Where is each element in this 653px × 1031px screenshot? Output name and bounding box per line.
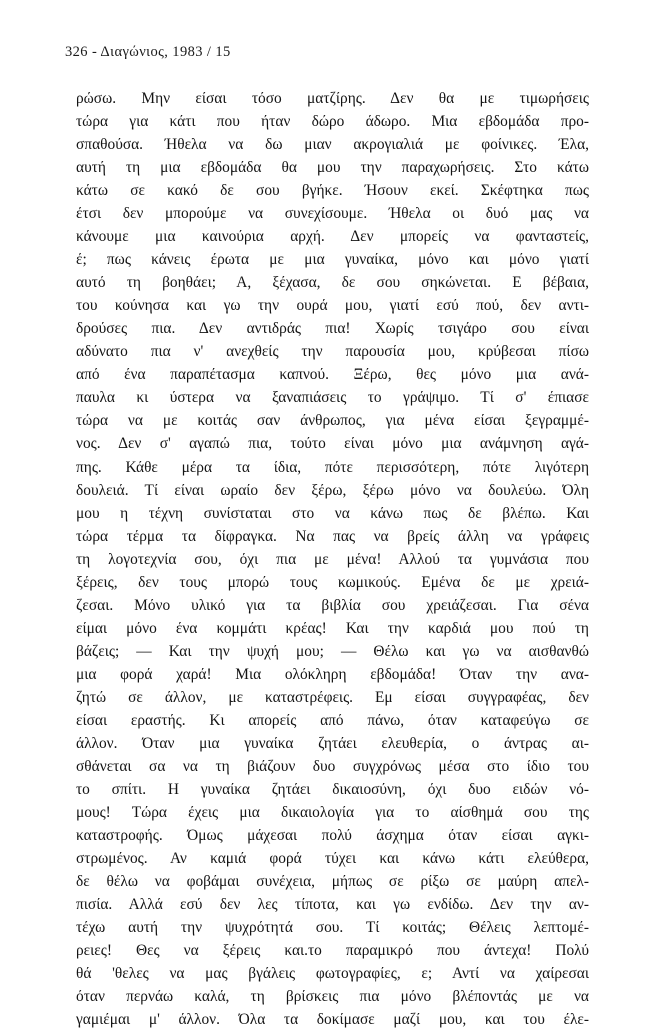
- text-line: δουλειά. Τί είναι ωραίο δεν ξέρω, ξέρω μόνο να δουλεύω. Όλη: [76, 481, 589, 499]
- text-line: είσαι εραστής. Κι απορείς από πάνω, όταν καταφεύγω σε: [76, 711, 589, 729]
- text-line: τώρα να με κοιτάς σαν άνθρωπος, για μένα είσαι ξεγραμμέ-: [76, 412, 589, 430]
- text-line: άλλον. Όταν μια γυναίκα ζητάει ελευθερία, ο άντρας αι-: [76, 734, 589, 752]
- text-line: μια φορά χαρά! Μια ολόκληρη εβδομάδα! Όταν την ανα-: [76, 665, 589, 683]
- text-line: καταστροφής. Όμως μάχεσαι πολύ άσχημα όταν είσαι αγκι-: [76, 827, 589, 844]
- text-line: τέχω αυτή την ψυχρότητά σου. Τί κοιτάς; Θέλεις λεπτομέ-: [76, 919, 589, 937]
- text-line: τώρα για κάτι που ήταν δώρο άδωρο. Μια εβδομάδα προ-: [76, 113, 589, 131]
- text-line: κάνουμε μια καινούρια αρχή. Δεν μπορείς να φανταστείς,: [76, 228, 589, 246]
- text-line: παυλα κι ύστερα να ξαναπιάσεις το γράψιμο. Τί σ' έπιασε: [76, 389, 589, 407]
- text-line: πης. Κάθε μέρα τα ίδια, πότε περισσότερη, πότε λιγότερη: [76, 458, 589, 476]
- text-line: τώρα τέρμα τα δίφραγκα. Να πας να βρείς άλλη να γράφεις: [76, 527, 589, 545]
- text-line: έτσι δεν μπορούμε να συνεχίσουμε. Ήθελα οι δυό μας να: [76, 205, 589, 223]
- text-line: βάζεις; — Και την ψυχή μου; — Θέλω και γω να αισθανθώ: [76, 642, 589, 660]
- text-line: κάτω σε κακό δε σου βγήκε. Ήσουν εκεί. Σκέφτηκα πως: [76, 182, 589, 200]
- text-line: ρώσω. Μην είσαι τόσο ματζίρης. Δεν θα με τιμωρήσεις: [76, 90, 589, 107]
- text-line: αυτή τη μια εβδομάδα θα μου την παραχωρήσεις. Στο κάτω: [76, 159, 589, 177]
- text-line: αυτό τη βοηθάει; Α, ξέχασα, δε σου σηκώνεται. Ε βέβαια,: [76, 274, 589, 292]
- text-line: σθάνεται σα να τη βιάζουν δυο συγχρόνως μέσα στο ίδιο του: [76, 757, 589, 775]
- text-line: από ένα παραπέτασμα καπνού. Ξέρω, θες μόνο μια ανά-: [76, 366, 589, 384]
- text-line: στρωμένος. Αν καμιά φορά τύχει και κάνω κάτι ελεύθερα,: [76, 850, 589, 868]
- text-line: τη λογοτεχνία σου, όχι πια με μένα! Αλλού τα γυμνάσια που: [76, 550, 589, 568]
- text-line: ζητώ σε άλλον, με καταστρέφεις. Εμ είσαι συγγραφέας, δεν: [76, 688, 589, 706]
- text-line: ζεσαι. Μόνο υλικό για τα βιβλία σου χρειάζεσαι. Για σένα: [76, 596, 589, 614]
- text-line: νος. Δεν σ' αγαπώ πια, τούτο είναι μόνο μια ανάμνηση αγά-: [76, 435, 589, 453]
- text-line: γαμιέμαι μ' άλλον. Όλα τα δοκίμασε μαζί μου, και του έλε-: [76, 1011, 589, 1029]
- text-line: αδύνατο πια ν' ανεχθείς την παρουσία μου, κρύβεσαι πίσω: [76, 343, 589, 361]
- text-line: είμαι μόνο ένα κομμάτι κρέας! Και την καρδιά μου πού τη: [76, 619, 589, 637]
- text-line: όταν περνάω καλά, τη βρίσκεις πια μόνο βλέποντάς με να: [76, 988, 589, 1006]
- text-line: το σπίτι. Η γυναίκα ζητάει δικαιοσύνη, όχι δυο ειδών νό-: [76, 780, 589, 798]
- text-line: μους! Τώρα έχεις μια δικαιολογία για το αίσθημά σου της: [76, 803, 589, 821]
- text-line: ξέρεις, δεν τους μπορώ τους κωμικούς. Εμένα δε με χρειά-: [76, 573, 589, 591]
- text-line: πισία. Αλλά εσύ δεν λες τίποτα, και γω ενδίδω. Δεν την αν-: [76, 896, 589, 914]
- text-line: σπαθούσα. Ήθελα να δω μιαν ακρογιαλιά με φοίνικες. Έλα,: [76, 136, 589, 154]
- text-line: του κούνησα και γω την ουρά μου, γιατί εσύ πού, δεν αντι-: [76, 297, 589, 315]
- body-text: [62, 87, 591, 1031]
- main-paragraph: [76, 87, 589, 1031]
- text-line: δε θέλω να φοβάμαι συνέχεια, μήπως σε ρίξω σε μαύρη απελ-: [76, 873, 589, 891]
- running-head: 326 - Διαγώνιος, 1983 / 15: [65, 44, 231, 60]
- text-line: έ; πως κάνεις έρωτα με μια γυναίκα, μόνο και μόνο γιατί: [76, 251, 589, 269]
- text-line: ρειες! Θες να ξέρεις και.το παραμικρό που άντεχα! Πολύ: [76, 942, 589, 960]
- text-line: μου η τέχνη συνίσταται στο να κάνω πως δε βλέπω. Και: [76, 504, 589, 522]
- text-line: δρούσες πια. Δεν αντιδράς πια! Χωρίς τσιγάρο σου είναι: [76, 320, 589, 338]
- text-line: θά 'θελες να μας βγάλεις φωτογραφίες, ε; Αντί να χαίρεσαι: [76, 965, 589, 983]
